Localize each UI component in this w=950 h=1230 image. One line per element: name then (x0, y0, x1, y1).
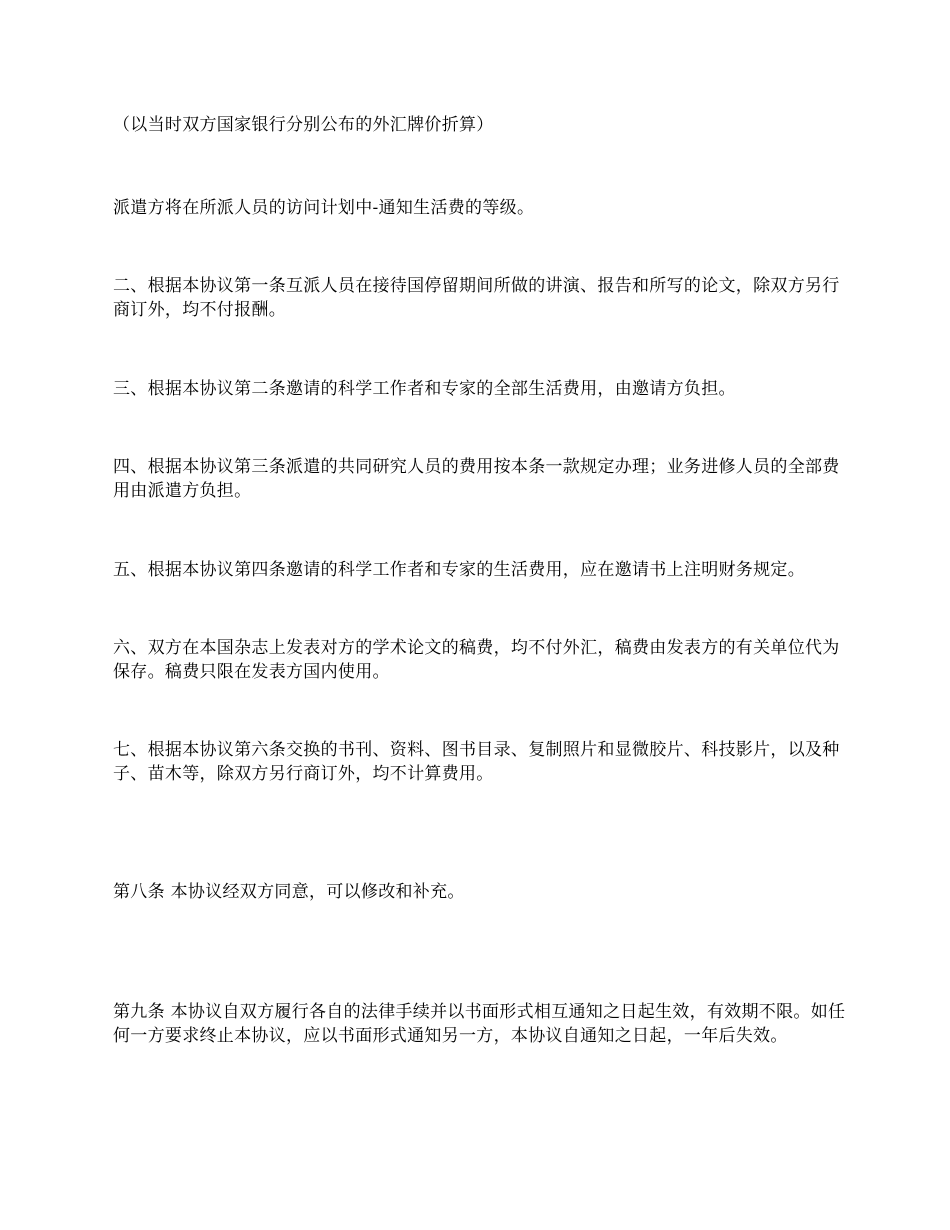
paragraph-exchange-rate-note: （以当时双方国家银行分别公布的外汇牌价折算） (113, 115, 494, 135)
paragraph-clause-7: 七、根据本协议第六条交换的书刊、资料、图书目录、复制照片和显微胶片、科技影片，以及种子、苗木等，除双方另行商订外，均不计算费用。 (113, 740, 840, 784)
paragraph-article-9: 第九条 本协议自双方履行各自的法律手续并以书面形式相互通知之日起生效，有效期不限。如任何一方要求终止本协议，应以书面形式通知另一方，本协议自通知之日起，一年后失效。 (113, 1002, 846, 1046)
paragraph-clause-6: 六、双方在本国杂志上发表对方的学术论文的稿费，均不付外汇，稿费由发表方的有关单位代为保存。稿费只限在发表方国内使用。 (113, 638, 840, 682)
paragraph-clause-5: 五、根据本协议第四条邀请的科学工作者和专家的生活费用，应在邀请书上注明财务规定。 (113, 560, 805, 580)
paragraph-living-allowance-level: 派遣方将在所派人员的访问计划中-通知生活费的等级。 (113, 198, 535, 218)
paragraph-article-8: 第八条 本协议经双方同意，可以修改和补充。 (113, 882, 465, 902)
paragraph-clause-3: 三、根据本协议第二条邀请的科学工作者和专家的全部生活费用，由邀请方负担。 (113, 379, 736, 399)
paragraph-clause-2: 二、根据本协议第一条互派人员在接待国停留期间所做的讲演、报告和所写的论文，除双方另行商订外，均不付报酬。 (113, 276, 840, 320)
paragraph-clause-4: 四、根据本协议第三条派遣的共同研究人员的费用按本条一款规定办理；业务进修人员的全部费用由派遣方负担。 (113, 457, 840, 501)
